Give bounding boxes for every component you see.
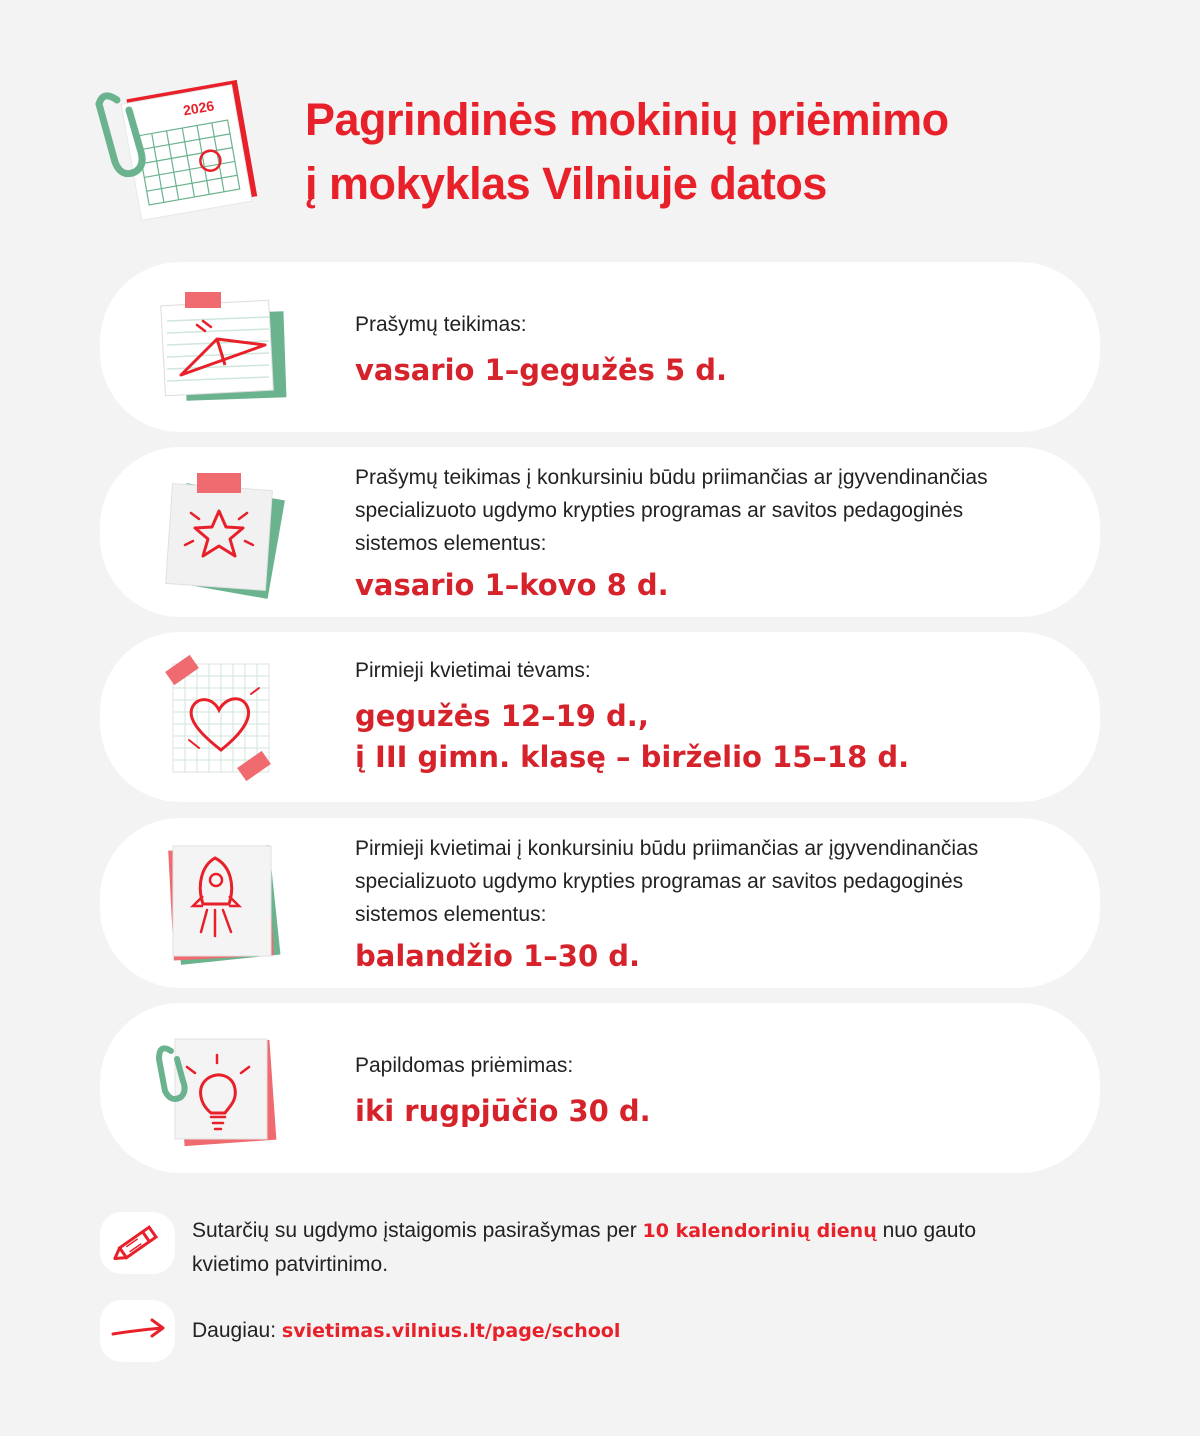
contract-text [192, 1214, 1052, 1281]
heart-icon [155, 654, 295, 784]
card-date: vasario 1–gegužės 5 d. [355, 353, 728, 387]
card-label: Pirmieji kvietimai tėvams: [355, 659, 591, 682]
page-title-line1: Pagrindinės mokinių priėmimo [305, 94, 949, 145]
card-competitive-invitations [100, 818, 1100, 988]
rocket-icon [155, 836, 295, 966]
card-date-line1: gegužės 12–19 d., [355, 699, 649, 733]
card-first-invitations [100, 632, 1100, 802]
more-text [192, 1314, 1052, 1348]
card-date-line2: į III gimn. klasę – birželio 15–18 d. [355, 740, 910, 774]
card-date: vasario 1–kovo 8 d. [355, 568, 669, 602]
more-link[interactable]: svietimas.vilnius.lt/page/school [281, 1320, 621, 1342]
card-competitive-application [100, 447, 1100, 617]
card-date: iki rugpjūčio 30 d. [355, 1094, 651, 1128]
card-additional-admission [100, 1003, 1100, 1173]
contract-text-after: nuo gauto kvietimo patvirtinimo. [192, 1219, 976, 1276]
card-date: balandžio 1–30 d. [355, 939, 640, 973]
pencil-badge [100, 1212, 175, 1274]
card-label: Papildomas priėmimas: [355, 1054, 574, 1077]
page-title [305, 88, 1105, 216]
header [95, 70, 1105, 230]
arrow-right-icon [100, 1300, 175, 1362]
contract-text-before: Sutarčių su ugdymo įstaigomis pasirašymas per [192, 1219, 643, 1242]
more-label: Daugiau: [192, 1319, 282, 1342]
lightbulb-icon [155, 1029, 295, 1159]
calendar-icon [95, 70, 265, 230]
calendar-year: 2026 [181, 97, 216, 119]
card-application [100, 262, 1100, 432]
card-label: Prašymų teikimas į konkursiniu būdu priimančias ar įgyvendinančias specializuoto ugdymo krypties programas ar savitos pedagoginės sistemos elementus: [355, 466, 988, 555]
contract-note [100, 1212, 1100, 1278]
star-icon [155, 469, 295, 599]
contract-highlight: 10 kalendorinių dienų [642, 1220, 877, 1242]
paper-plane-icon [155, 287, 295, 417]
more-note [100, 1300, 1100, 1362]
page-title-line2: į mokyklas Vilniuje datos [305, 158, 827, 209]
card-label: Prašymų teikimas: [355, 313, 527, 336]
pencil-icon [100, 1212, 175, 1274]
card-label: Pirmieji kvietimai į konkursiniu būdu priimančias ar įgyvendinančias specializuoto ugdymo krypties programas ar savitos pedagoginės sistemos elementus: [355, 837, 979, 926]
arrow-badge [100, 1300, 175, 1362]
